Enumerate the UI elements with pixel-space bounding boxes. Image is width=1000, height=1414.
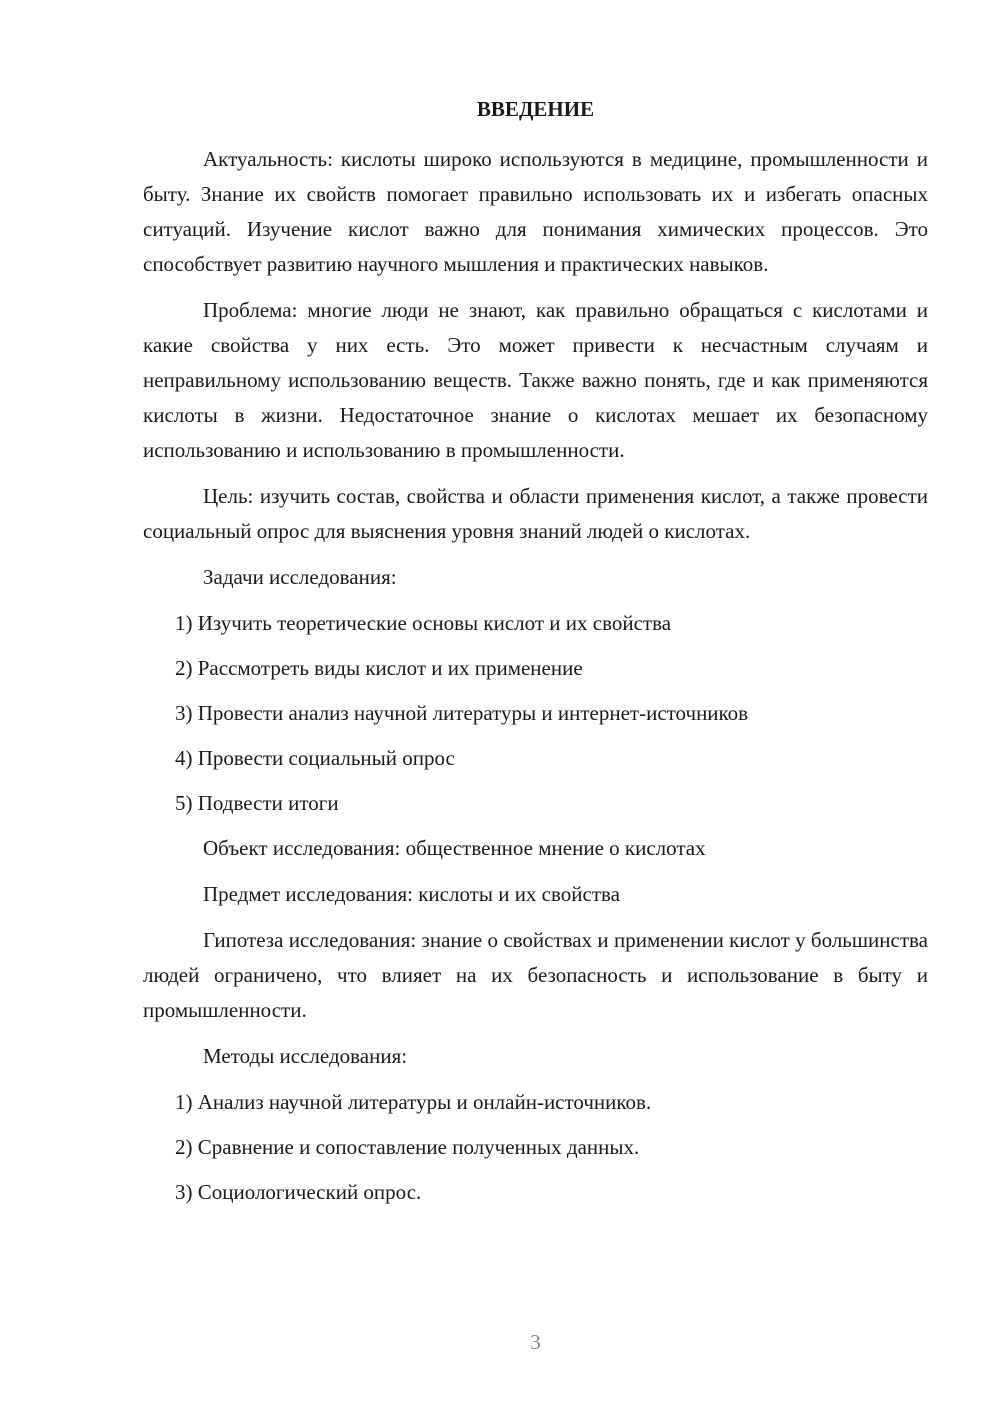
subject-paragraph: Предмет исследования: кислоты и их свойства [203,882,620,906]
list-item: 3) Провести анализ научной литературы и интернет-источников [175,701,749,725]
list-item: 5) Подвести итоги [175,791,339,815]
list-item: 1) Изучить теоретические основы кислот и их свойства [175,611,672,635]
tasks-heading: Задачи исследования: [203,565,397,589]
list-item: 2) Сравнение и сопоставление полученных данных. [175,1135,640,1159]
list-item: 4) Провести социальный опрос [175,746,455,770]
page-number: 3 [530,1330,541,1354]
page-title: ВВЕДЕНИЕ [476,97,595,121]
list-item: 1) Анализ научной литературы и онлайн-источников. [175,1090,652,1114]
hypothesis-paragraph: Гипотеза исследования: знание о свойствах и применении кислот у большинства людей ограничено, что влияет на их безопасность и использование в быту и промышленности. [143,928,928,1022]
list-item: 3) Социологический опрос. [175,1180,422,1204]
goal-paragraph: Цель: изучить состав, свойства и области применения кислот, а также провести социальный опрос для выяснения уровня знаний людей о кислотах. [143,484,928,543]
methods-heading: Методы исследования: [203,1044,408,1068]
document-page [143,92,928,1220]
relevance-paragraph: Актуальность: кислоты широко используются в медицине, промышленности и быту. Знание их свойств помогает правильно использовать их и избегать опасных ситуаций. Изучение кислот важно для понимания химических процессов. Это способствует развитию научного мышления и практических навыков. [143,147,928,276]
list-item: 2) Рассмотреть виды кислот и их применение [175,656,583,680]
problem-paragraph: Проблема: многие люди не знают, как правильно обращаться с кислотами и какие свойства у них есть. Это может привести к несчастным случаям и неправильному использованию веществ. Также важно понять, где и как применяются кислоты в жизни. Недостаточное знание о кислотах мешает их безопасному использованию и использованию в промышленности. [143,298,928,462]
object-paragraph: Объект исследования: общественное мнение о кислотах [203,836,706,860]
